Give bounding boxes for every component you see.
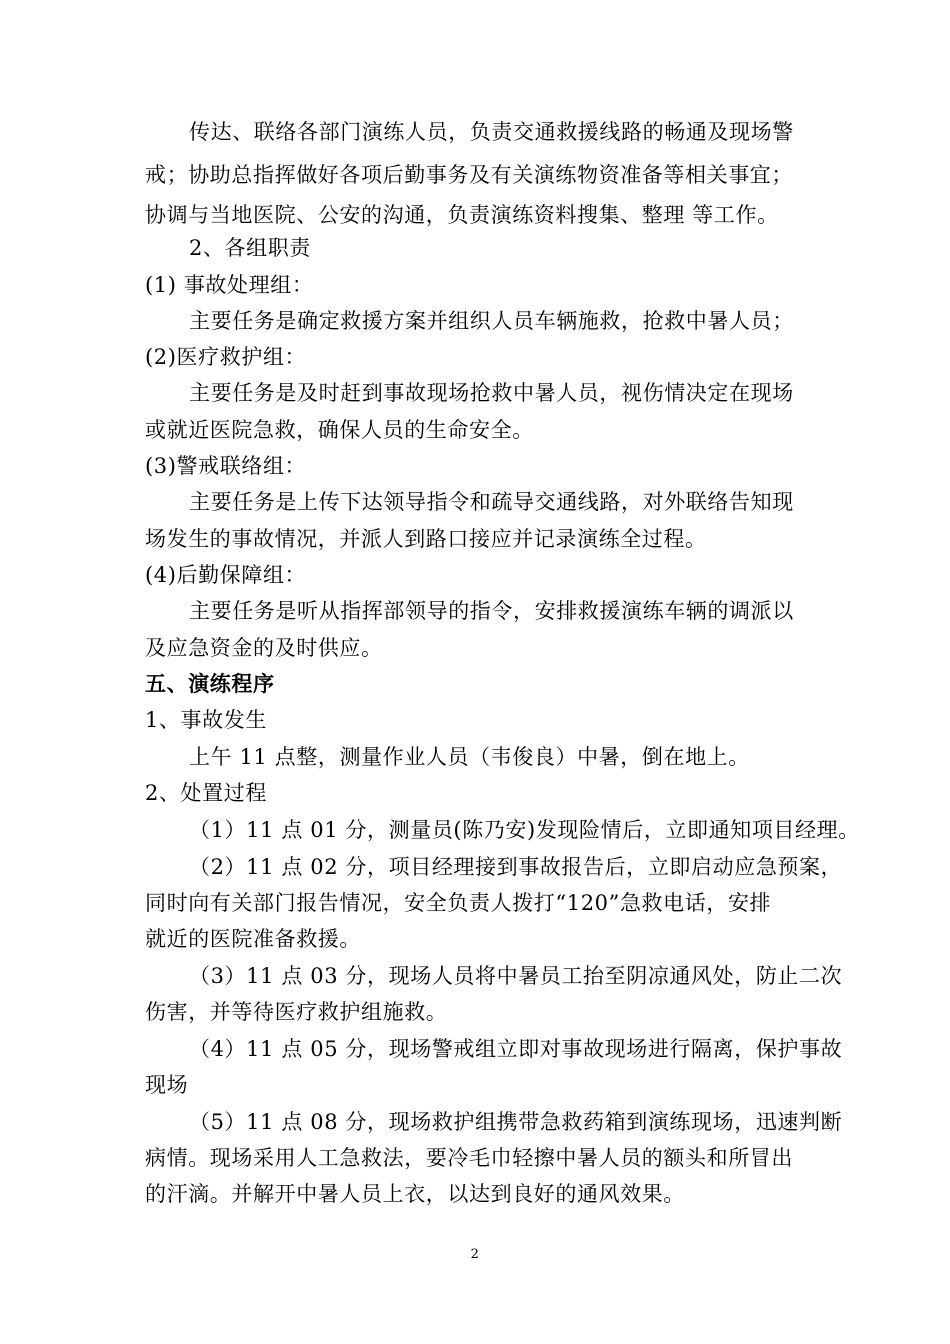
duties-heading: 2、各组职责 [189, 236, 311, 260]
group-line: 主要任务是及时赶到事故现场抢救中暑人员，视伤情决定在现场 [189, 381, 794, 405]
group-line: 场发生的事故情况，并派人到路口接应并记录演练全过程。 [145, 527, 707, 551]
group-heading: (3)警戒联络组： [145, 454, 307, 478]
group-line: 主要任务是听从指挥部领导的指令，安排救援演练车辆的调派以 [189, 599, 794, 623]
step-line: 伤害，并等待医疗救护组施救。 [145, 1000, 448, 1024]
group-line: 主要任务是上传下达领导指令和疏导交通线路，对外联络告知现 [189, 490, 794, 514]
step-line: （5）11 点 08 分，现场救护组携带急救药箱到演练现场，迅速判断 [189, 1110, 843, 1134]
step-line: （2）11 点 02 分，项目经理接到事故报告后，立即启动应急预案， [189, 855, 843, 879]
paragraph-line: 协调与当地医院、公安的沟通，负责演练资料搜集、整理 等工作。 [145, 203, 779, 227]
group-line: 主要任务是确定救援方案并组织人员车辆施救，抢救中暑人员； [189, 309, 794, 333]
group-line: 或就近医院急救，确保人员的生命安全。 [145, 418, 534, 442]
process-heading: 2、处置过程 [145, 781, 267, 805]
group-heading: (1) 事故处理组： [145, 273, 314, 297]
step-line: （4）11 点 05 分，现场警戒组立即对事故现场进行隔离，保护事故 [189, 1037, 843, 1061]
section-title: 五、演练程序 [145, 671, 275, 696]
step-line: 病情。现场采用人工急救法，要冷毛巾轻擦中暑人员的额头和所冒出 [145, 1146, 793, 1170]
paragraph-line: 戒；协助总指挥做好各项后勤事务及有关演练物资准备等相关事宜； [145, 163, 793, 187]
step-line: （3）11 点 03 分，现场人员将中暑员工抬至阴凉通风处，防止二次 [189, 964, 843, 988]
page-number: 2 [470, 1247, 480, 1262]
step-line: 现场 [145, 1073, 189, 1097]
step-line: 就近的医院准备救援。 [145, 927, 361, 951]
group-heading: (2)医疗救护组： [145, 345, 307, 369]
incident-text: 上午 11 点整，测量作业人员（韦俊良）中暑，倒在地上。 [189, 745, 750, 769]
incident-heading: 1、事故发生 [145, 708, 267, 732]
group-heading: (4)后勤保障组： [145, 563, 307, 587]
paragraph-line: 传达、联络各部门演练人员，负责交通救援线路的畅通及现场警 [189, 120, 794, 144]
step-line: 同时向有关部门报告情况，安全负责人拨打“120”急救电话，安排 [145, 891, 772, 915]
step-line: 的汗滴。并解开中暑人员上衣，以达到良好的通风效果。 [145, 1182, 685, 1206]
group-line: 及应急资金的及时供应。 [145, 636, 383, 660]
step-line: （1）11 点 01 分，测量员(陈乃安)发现险情后，立即通知项目经理。 [189, 818, 860, 842]
